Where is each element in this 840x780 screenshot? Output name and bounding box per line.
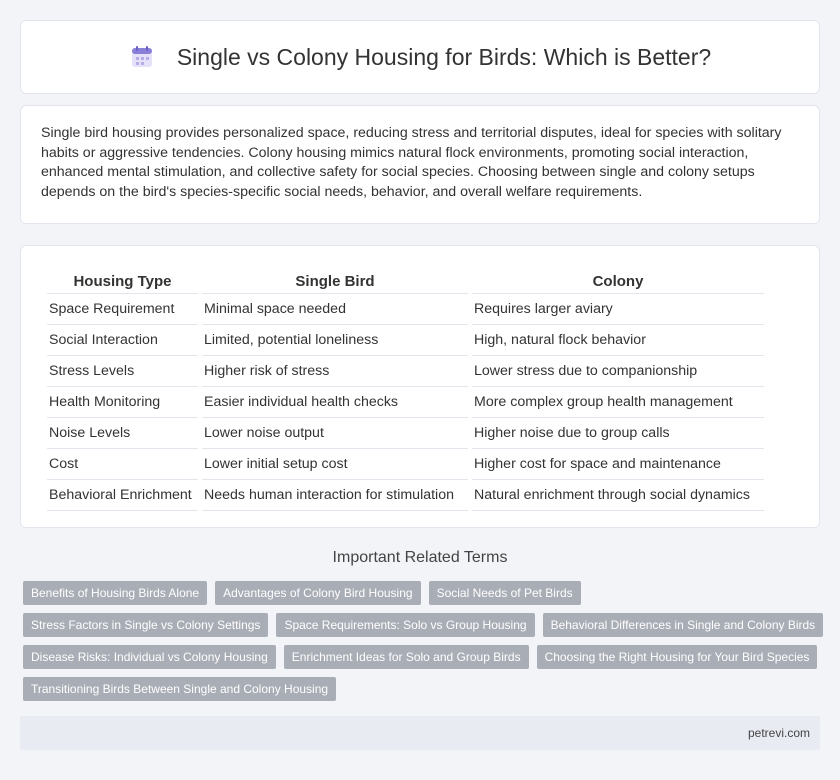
table-row bbox=[47, 294, 764, 325]
table-cell: Higher risk of stress bbox=[202, 356, 468, 387]
table-cell: Minimal space needed bbox=[202, 294, 468, 325]
page-title: Single vs Colony Housing for Birds: Which is Better? bbox=[176, 43, 712, 70]
table-cell: Limited, potential loneliness bbox=[202, 325, 468, 356]
table-header-row bbox=[47, 266, 764, 294]
table-cell: Requires larger aviary bbox=[472, 294, 764, 325]
site-link[interactable]: petrevi.com bbox=[747, 726, 810, 740]
related-term-tag[interactable]: Choosing the Right Housing for Your Bird Species bbox=[537, 645, 818, 669]
table-cell: Noise Levels bbox=[47, 418, 198, 449]
table-row bbox=[47, 480, 764, 511]
related-term-tag[interactable]: Space Requirements: Solo vs Group Housing bbox=[276, 613, 534, 637]
table-cell: Space Requirement bbox=[47, 294, 198, 325]
header-single-bird: Single Bird bbox=[202, 266, 468, 294]
table-cell: Lower initial setup cost bbox=[202, 449, 468, 480]
table-cell: Stress Levels bbox=[47, 356, 198, 387]
related-term-tag[interactable]: Stress Factors in Single vs Colony Settings bbox=[23, 613, 268, 637]
table-cell: Cost bbox=[47, 449, 198, 480]
table-cell: Health Monitoring bbox=[47, 387, 198, 418]
footer bbox=[20, 716, 820, 750]
table-cell: Higher noise due to group calls bbox=[472, 418, 764, 449]
calendar-icon bbox=[129, 44, 155, 70]
table-cell: High, natural flock behavior bbox=[472, 325, 764, 356]
related-term-tag[interactable]: Behavioral Differences in Single and Colony Birds bbox=[543, 613, 824, 637]
table-row bbox=[47, 387, 764, 418]
comparison-table-card bbox=[20, 245, 820, 528]
header-colony: Colony bbox=[472, 266, 764, 294]
table-row bbox=[47, 449, 764, 480]
table-row bbox=[47, 325, 764, 356]
related-terms-heading: Important Related Terms bbox=[332, 549, 508, 566]
table-cell: Behavioral Enrichment bbox=[47, 480, 198, 511]
intro-text: Single bird housing provides personalized space, reducing stress and territorial disputes, ideal for species with solitary habits or aggressive tendencies. Colony housing mimics natural flock environments, promoting social interaction, enhanced mental stimulation, and collective safety for social species. Choosing between single and colony setups depends on the bird's species-specific social needs, behavior, and overall welfare requirements. bbox=[41, 125, 782, 200]
related-term-tag[interactable]: Benefits of Housing Birds Alone bbox=[23, 581, 207, 605]
table-row bbox=[47, 356, 764, 387]
table-cell: Lower stress due to companionship bbox=[472, 356, 764, 387]
table-cell: Higher cost for space and maintenance bbox=[472, 449, 764, 480]
table-row bbox=[47, 418, 764, 449]
table-cell: Needs human interaction for stimulation bbox=[202, 480, 468, 511]
table-cell: Social Interaction bbox=[47, 325, 198, 356]
table-cell: Natural enrichment through social dynamics bbox=[472, 480, 764, 511]
related-terms-list bbox=[23, 581, 823, 709]
related-term-tag[interactable]: Disease Risks: Individual vs Colony Housing bbox=[23, 645, 276, 669]
header-housing-type: Housing Type bbox=[47, 266, 198, 294]
title-card bbox=[20, 20, 820, 94]
intro-card bbox=[20, 105, 820, 224]
related-term-tag[interactable]: Advantages of Colony Bird Housing bbox=[215, 581, 420, 605]
comparison-table bbox=[43, 266, 768, 511]
related-term-tag[interactable]: Enrichment Ideas for Solo and Group Birds bbox=[284, 645, 529, 669]
related-term-tag[interactable]: Transitioning Birds Between Single and Colony Housing bbox=[23, 677, 336, 701]
table-cell: Easier individual health checks bbox=[202, 387, 468, 418]
table-cell: More complex group health management bbox=[472, 387, 764, 418]
related-term-tag[interactable]: Social Needs of Pet Birds bbox=[429, 581, 581, 605]
table-cell: Lower noise output bbox=[202, 418, 468, 449]
